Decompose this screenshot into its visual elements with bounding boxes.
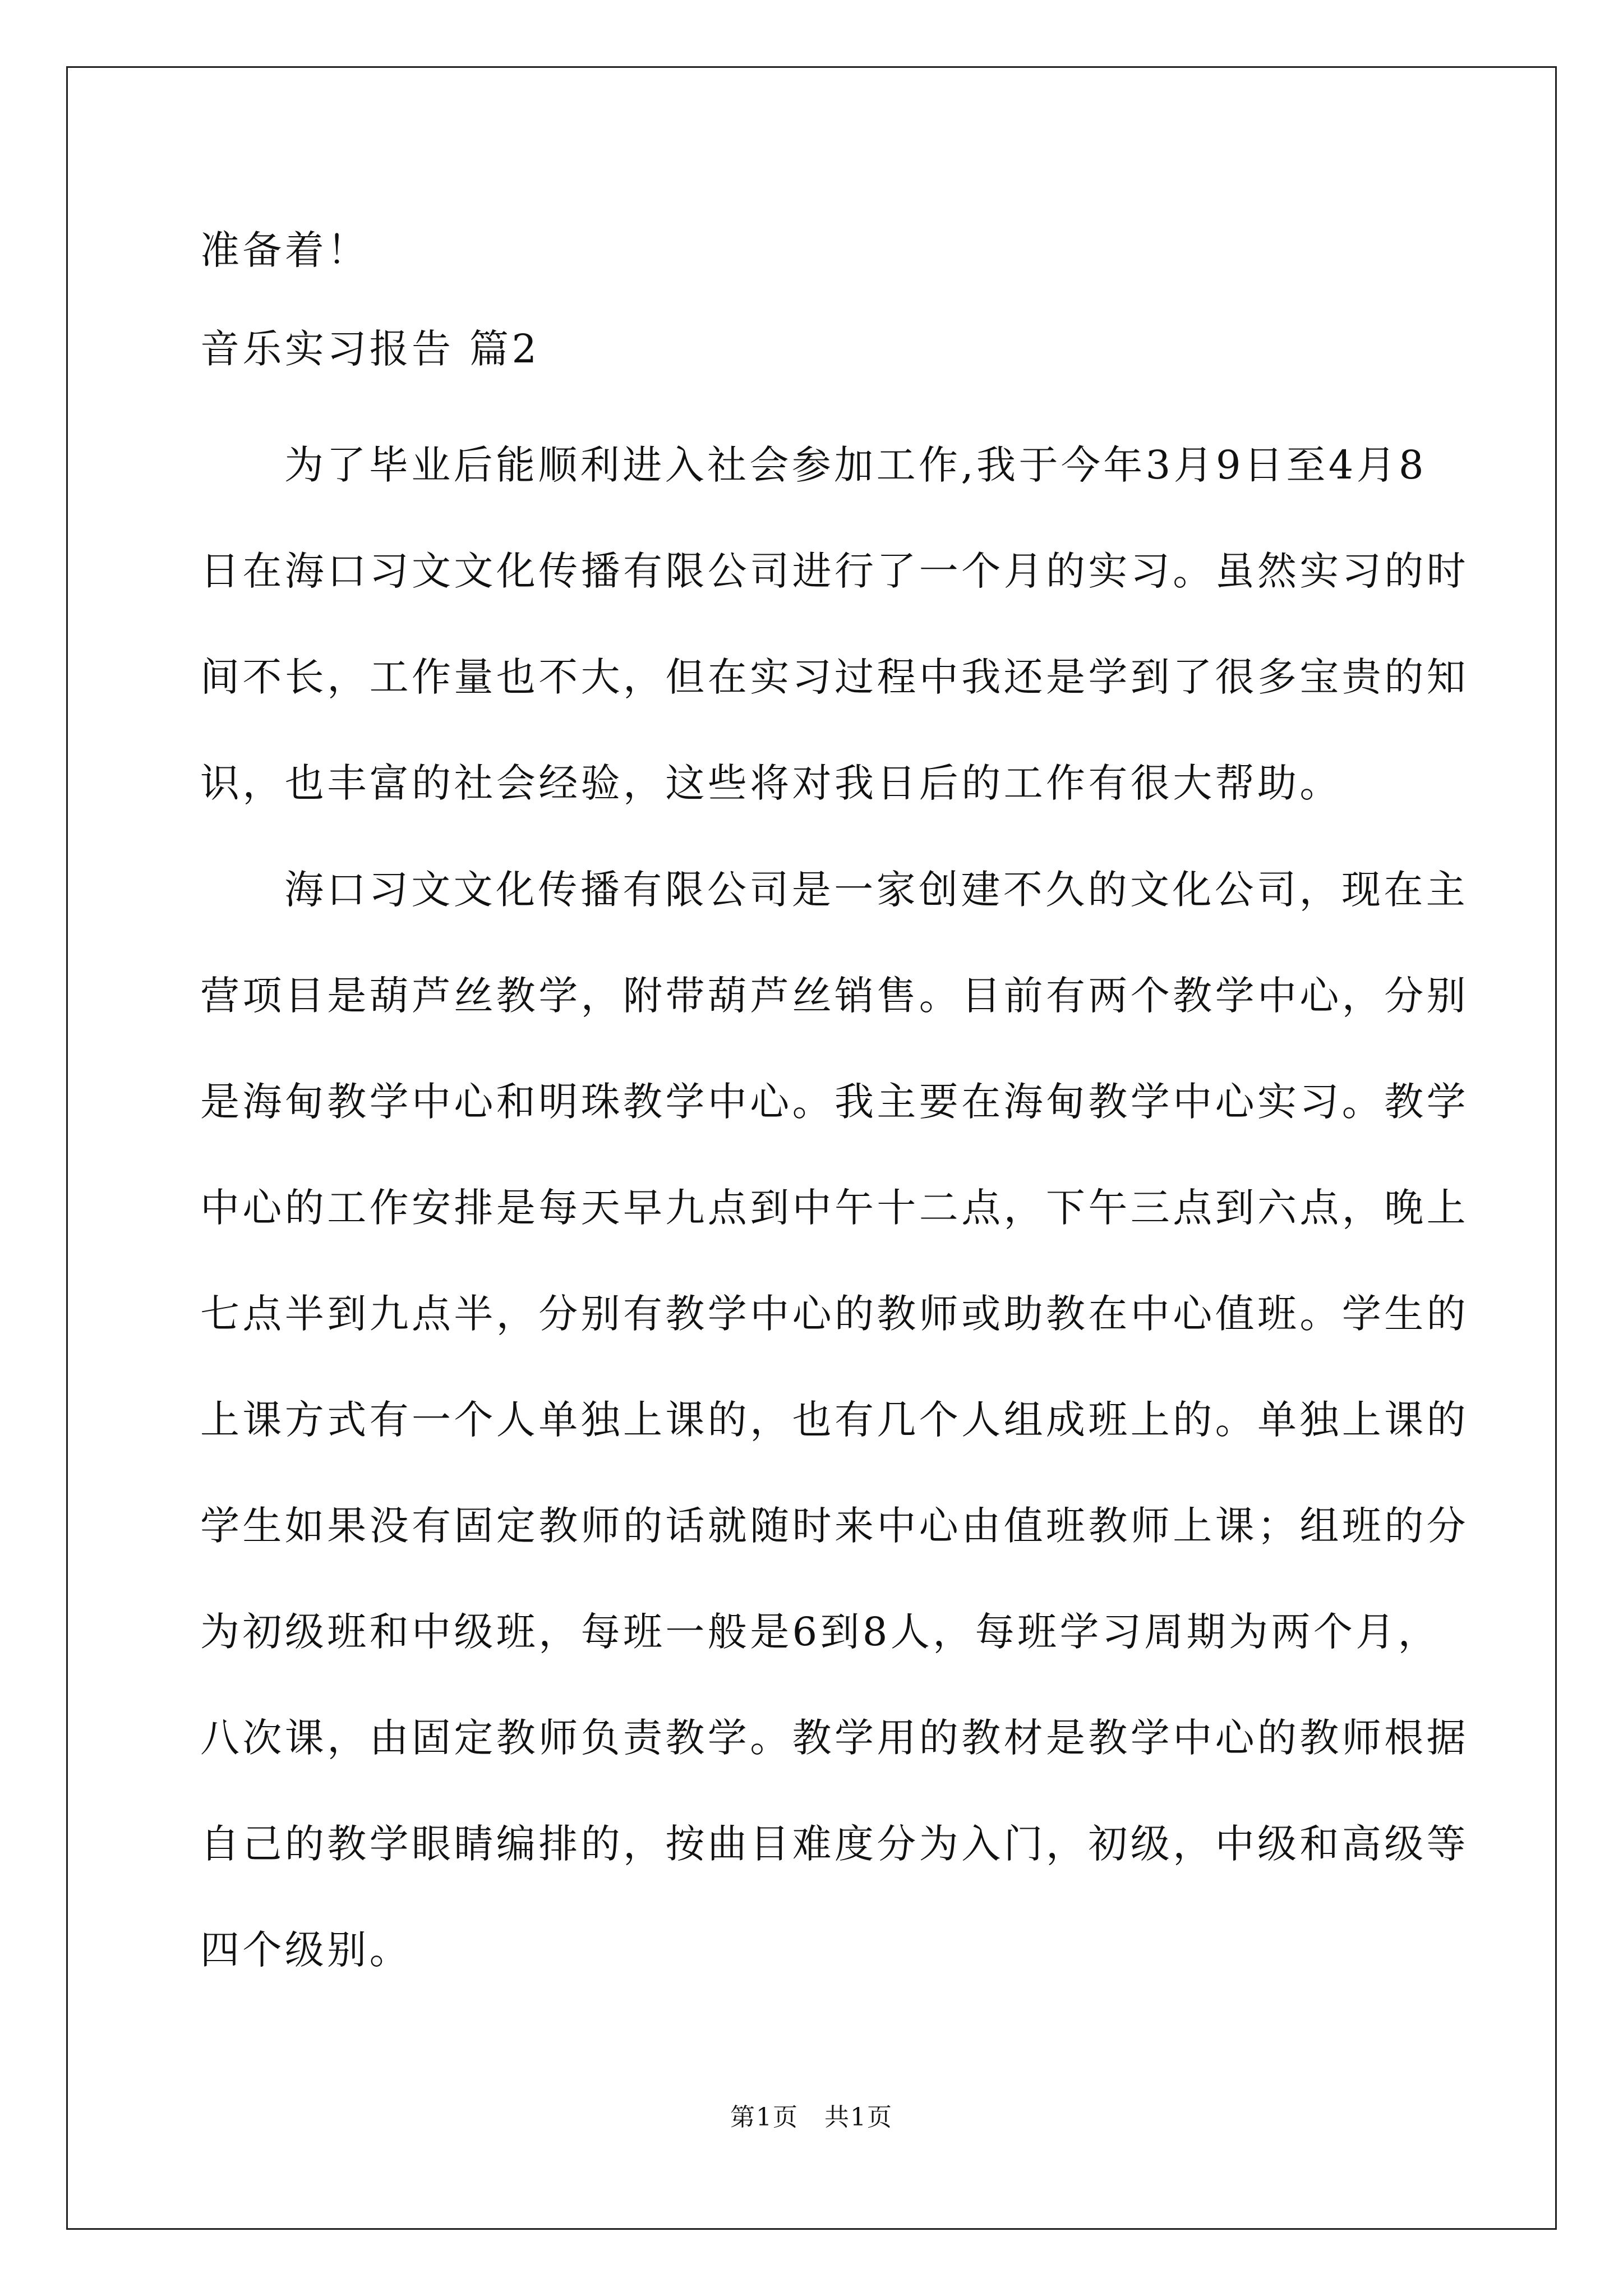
- paragraph-line: 间不长，工作量也不大，但在实习过程中我还是学到了很多宝贵的知: [200, 654, 1469, 700]
- paragraph-line: 海口习文文化传播有限公司是一家创建不久的文化公司，现在主: [284, 867, 1469, 913]
- paragraph-line: 为了毕业后能顺利进入社会参加工作,我于今年3月9日至4月8: [284, 442, 1427, 488]
- paragraph-2: [200, 837, 1469, 2003]
- paragraph-line: 学生如果没有固定教师的话就随时来中心由值班教师上课；组班的分: [200, 1503, 1469, 1549]
- paragraph-line: 识，也丰富的社会经验，这些将对我日后的工作有很大帮助。: [200, 760, 1342, 806]
- paragraph-line: 日在海口习文文化传播有限公司进行了一个月的实习。虽然实习的时: [200, 548, 1469, 594]
- page-number-footer: 第1页 共1页: [730, 2103, 893, 2132]
- paragraph-line: 自己的教学眼睛编排的，按曲目难度分为入门，初级，中级和高级等: [200, 1821, 1469, 1867]
- paragraph-1: [200, 412, 1469, 836]
- lead-line: 准备着！: [200, 227, 370, 273]
- paragraph-line: 营项目是葫芦丝教学，附带葫芦丝销售。目前有两个教学中心，分别: [200, 973, 1469, 1019]
- paragraph-line: 上课方式有一个人单独上课的，也有几个人组成班上的。单独上课的: [200, 1397, 1469, 1443]
- paragraph-line: 八次课，由固定教师负责教学。教学用的教材是教学中心的教师根据: [200, 1715, 1469, 1761]
- paragraph-line: 是海甸教学中心和明珠教学中心。我主要在海甸教学中心实习。教学: [200, 1079, 1469, 1125]
- paragraph-line: 中心的工作安排是每天早九点到中午十二点，下午三点到六点，晚上: [200, 1185, 1469, 1231]
- paragraph-line: 七点半到九点半，分别有教学中心的教师或助教在中心值班。学生的: [200, 1291, 1469, 1337]
- paragraph-line: 四个级别。: [200, 1927, 412, 1973]
- section-heading: 音乐实习报告 篇2: [200, 326, 540, 372]
- paragraph-line: 为初级班和中级班，每班一般是6到8人，每班学习周期为两个月，: [200, 1609, 1441, 1655]
